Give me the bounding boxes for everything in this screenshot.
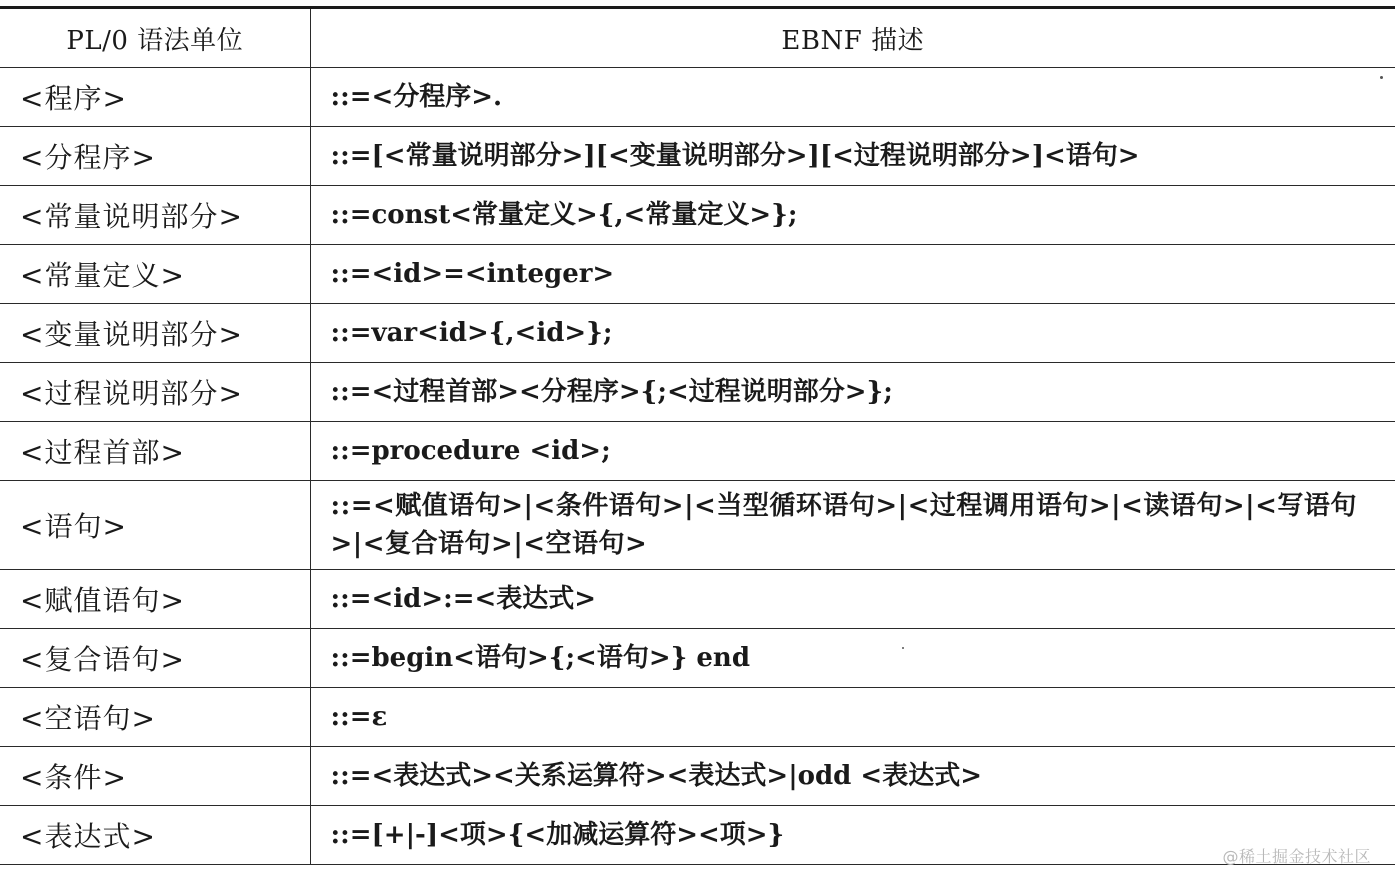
- unit-cell: <复合语句>: [0, 629, 310, 688]
- table-row: [0, 688, 1395, 747]
- ebnf-cell: ::=const<常量定义>{,<常量定义>};: [310, 186, 1395, 245]
- ebnf-cell: ::=[<常量说明部分>][<变量说明部分>][<过程说明部分>]<语句>: [310, 127, 1395, 186]
- ebnf-cell: ::=<id>:=<表达式>: [310, 570, 1395, 629]
- header-ebnf: EBNF 描述: [310, 8, 1395, 68]
- ebnf-cell: ::=var<id>{,<id>};: [310, 304, 1395, 363]
- ebnf-cell: ::=<分程序>.: [310, 68, 1395, 127]
- table-row: [0, 629, 1395, 688]
- ebnf-cell: ::=procedure <id>;: [310, 422, 1395, 481]
- unit-cell: <表达式>: [0, 806, 310, 865]
- unit-cell: <过程说明部分>: [0, 363, 310, 422]
- grammar-table-container: [0, 6, 1395, 865]
- unit-cell: <程序>: [0, 68, 310, 127]
- unit-cell: <空语句>: [0, 688, 310, 747]
- unit-cell: <分程序>: [0, 127, 310, 186]
- ebnf-cell: ::=<id>=<integer>: [310, 245, 1395, 304]
- table-row: [0, 245, 1395, 304]
- table-row: [0, 422, 1395, 481]
- table-row: [0, 68, 1395, 127]
- table-header-row: [0, 8, 1395, 68]
- ebnf-cell: ::=[+|-]<项>{<加减运算符><项>}: [310, 806, 1395, 865]
- table-row: [0, 481, 1395, 570]
- ebnf-cell: ::=<赋值语句>|<条件语句>|<当型循环语句>|<过程调用语句>|<读语句>|<写语句>|<复合语句>|<空语句>: [310, 481, 1395, 570]
- unit-cell: <常量说明部分>: [0, 186, 310, 245]
- table-row: [0, 570, 1395, 629]
- table-row: [0, 186, 1395, 245]
- unit-cell: <变量说明部分>: [0, 304, 310, 363]
- ebnf-cell: ::=<表达式><关系运算符><表达式>|odd <表达式>: [310, 747, 1395, 806]
- table-row: [0, 127, 1395, 186]
- table-row: [0, 304, 1395, 363]
- unit-cell: <赋值语句>: [0, 570, 310, 629]
- ebnf-cell: ::=begin<语句>{;<语句>} end: [310, 629, 1395, 688]
- header-unit: PL/0 语法单位: [0, 8, 310, 68]
- table-row: [0, 806, 1395, 865]
- scan-speck: [902, 647, 904, 649]
- table-row: [0, 747, 1395, 806]
- scan-speck: [1380, 76, 1383, 79]
- unit-cell: <过程首部>: [0, 422, 310, 481]
- unit-cell: <语句>: [0, 481, 310, 570]
- table-row: [0, 363, 1395, 422]
- ebnf-cell: ::=ε: [310, 688, 1395, 747]
- pl0-ebnf-table: [0, 6, 1395, 865]
- watermark: @稀土掘金技术社区: [1222, 847, 1371, 866]
- unit-cell: <条件>: [0, 747, 310, 806]
- unit-cell: <常量定义>: [0, 245, 310, 304]
- ebnf-cell: ::=<过程首部><分程序>{;<过程说明部分>};: [310, 363, 1395, 422]
